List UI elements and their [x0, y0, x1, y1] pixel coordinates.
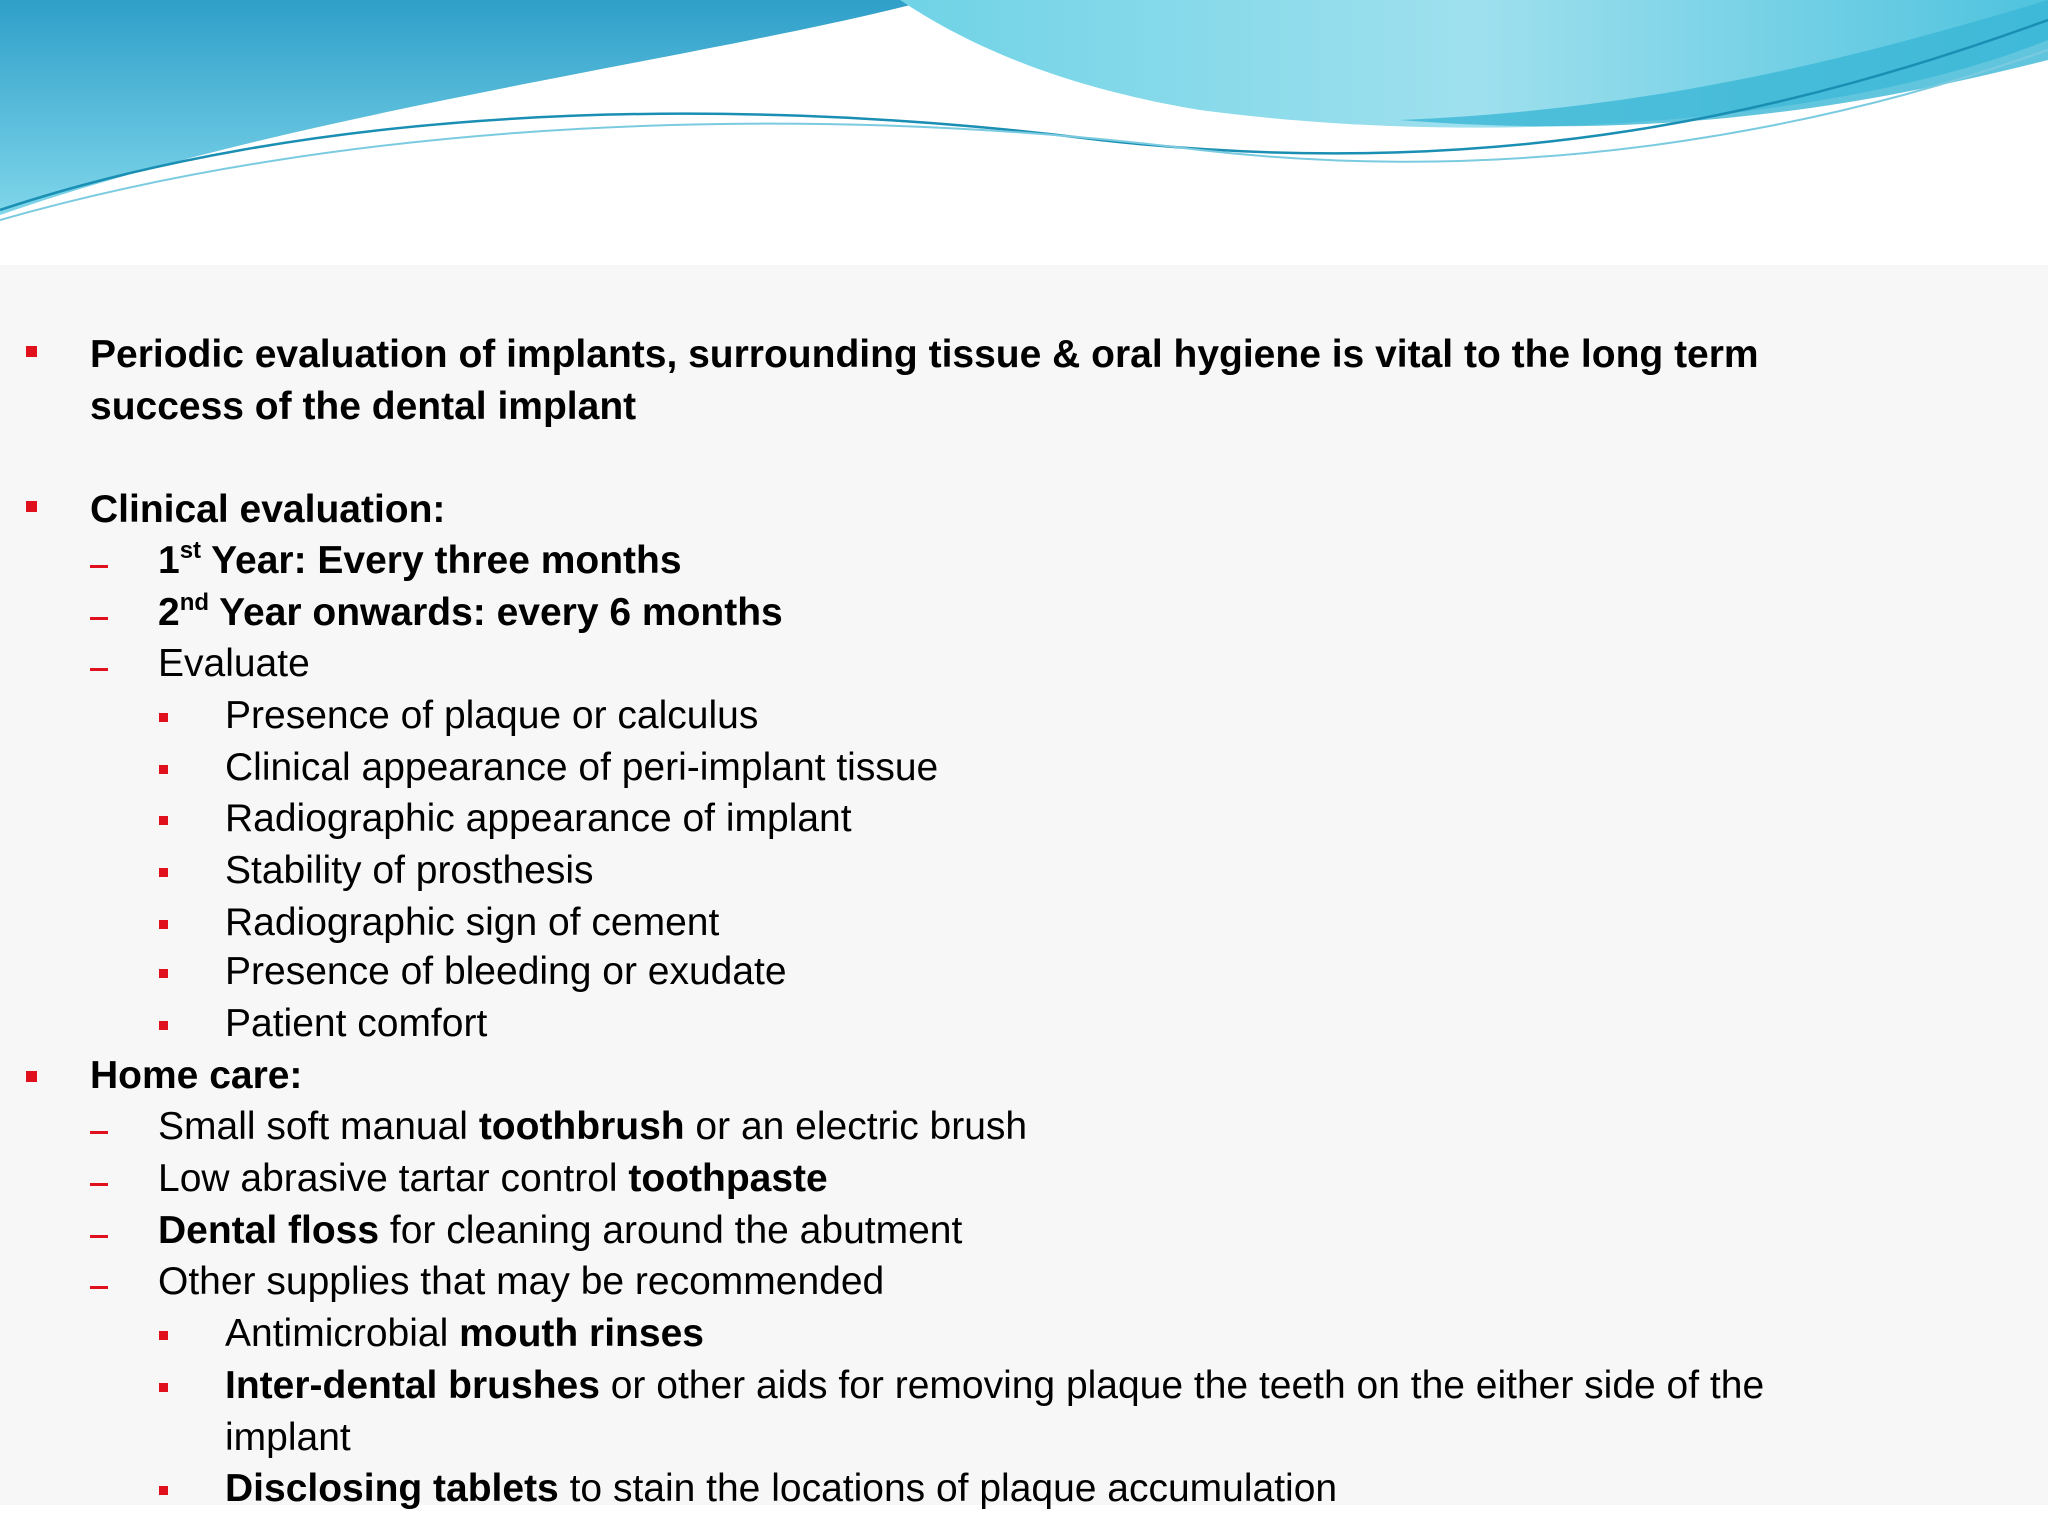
dash-marker [90, 668, 108, 671]
dash-marker [90, 617, 108, 620]
disclosing-tablets-item: Disclosing tablets to stain the locations of plaque accumulation [225, 1467, 1338, 1510]
dash-marker [90, 1131, 108, 1134]
interdental-item: Inter-dental brushes or other aids for removing plaque the teeth on the either side of the [225, 1364, 1765, 1407]
sub-bullet-marker [159, 1021, 168, 1030]
bullet-marker [26, 346, 37, 357]
sub-bullet-marker [159, 920, 168, 929]
toothpaste-item: Low abrasive tartar control toothpaste [158, 1157, 828, 1200]
evaluate-sub-item: Radiographic appearance of implant [225, 797, 852, 840]
interdental-item-continued: implant [225, 1416, 351, 1459]
toothbrush-item: Small soft manual toothbrush or an electric brush [158, 1105, 1028, 1148]
sub-bullet-marker [159, 1486, 168, 1495]
other-supplies-item: Other supplies that may be recommended [158, 1260, 885, 1303]
sub-bullet-marker [159, 868, 168, 877]
clinical-evaluation-heading: Clinical evaluation: [90, 488, 446, 531]
home-care-heading: Home care: [90, 1054, 303, 1097]
bullet-marker [26, 501, 37, 512]
evaluate-sub-item: Presence of plaque or calculus [225, 694, 759, 737]
sub-bullet-marker [159, 765, 168, 774]
intro-line-2: success of the dental implant [90, 385, 637, 428]
sub-bullet-marker [159, 1331, 168, 1340]
bullet-marker [26, 1071, 37, 1082]
mouth-rinse-item: Antimicrobial mouth rinses [225, 1312, 704, 1355]
evaluate-sub-item: Patient comfort [225, 1002, 488, 1045]
sub-bullet-marker [159, 713, 168, 722]
evaluate-sub-item: Clinical appearance of peri-implant tissue [225, 746, 939, 789]
second-year-item: 2nd Year onwards: every 6 months [158, 589, 783, 634]
sub-bullet-marker [159, 1383, 168, 1392]
dash-marker [90, 1183, 108, 1186]
evaluate-sub-item: Radiographic sign of cement [225, 901, 720, 944]
floss-item: Dental floss for cleaning around the abutment [158, 1209, 963, 1252]
dash-marker [90, 1286, 108, 1289]
intro-line-1: Periodic evaluation of implants, surrounding tissue & oral hygiene is vital to the long term [90, 333, 1759, 376]
evaluate-item: Evaluate [158, 642, 310, 685]
evaluate-sub-item: Presence of bleeding or exudate [225, 950, 787, 993]
evaluate-sub-item: Stability of prosthesis [225, 849, 594, 892]
slide-body [0, 265, 2048, 1510]
sub-bullet-marker [159, 969, 168, 978]
sub-bullet-marker [159, 816, 168, 825]
dash-marker [90, 1235, 108, 1238]
header-wave-decoration [0, 0, 2048, 240]
dash-marker [90, 565, 108, 568]
first-year-item: 1st Year: Every three months [158, 537, 682, 582]
